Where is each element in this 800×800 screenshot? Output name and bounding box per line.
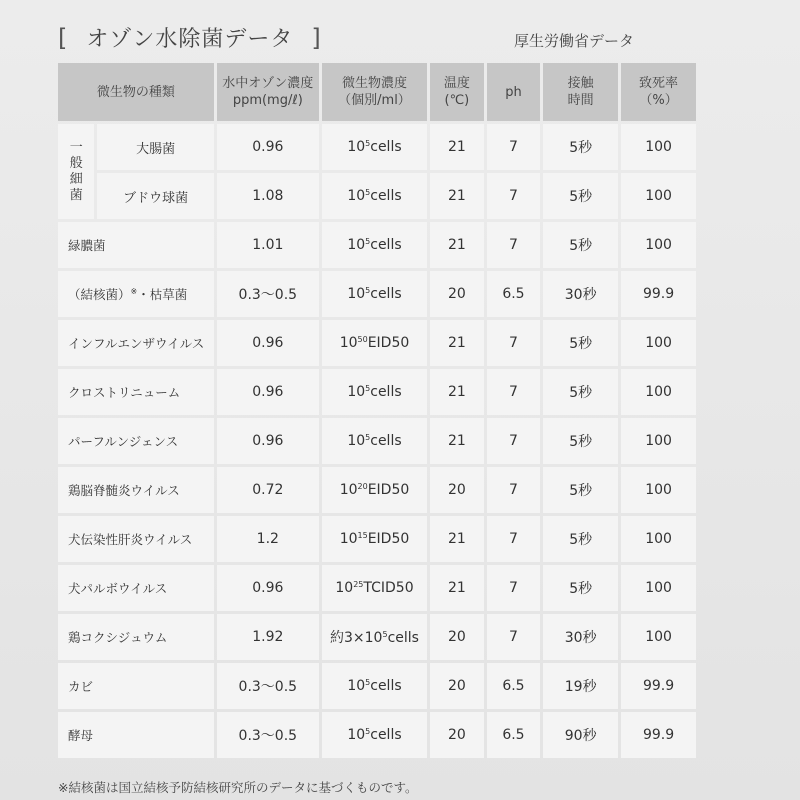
page-title <box>58 22 322 53</box>
row-name: インフルエンザウイルス <box>58 320 214 366</box>
row-name: 緑膿菌 <box>58 222 214 268</box>
cell-kill-rate: 99.9 <box>621 663 696 709</box>
cell-concentration: $10^5cells$ <box>322 173 427 219</box>
row-name: 鶏コクシジュウム <box>58 614 214 660</box>
row-name: （結核菌）※・枯草菌 <box>58 271 214 317</box>
cell-contact-time: 30秒 <box>543 614 618 660</box>
cell-contact-time: 5秒 <box>543 418 618 464</box>
table-row <box>58 712 696 758</box>
cell-concentration: $10^5cells$ <box>322 663 427 709</box>
cell-ozone: 0.96 <box>217 320 319 366</box>
cell-ozone: 0.96 <box>217 124 319 170</box>
cell-temperature: 20 <box>430 663 484 709</box>
cell-ph: 7 <box>487 614 541 660</box>
cell-kill-rate: 100 <box>621 124 696 170</box>
cell-concentration: $10^5cells$ <box>322 369 427 415</box>
cell-kill-rate: 100 <box>621 320 696 366</box>
cell-ozone: 0.3〜0.5 <box>217 271 319 317</box>
cell-temperature: 20 <box>430 614 484 660</box>
data-source: 厚生労働省データ <box>514 32 635 50</box>
row-name: 大腸菌 <box>97 124 213 170</box>
cell-kill-rate: 100 <box>621 173 696 219</box>
cell-concentration: $10^5cells$ <box>322 712 427 758</box>
cell-temperature: 21 <box>430 516 484 562</box>
table-row <box>58 614 696 660</box>
table-row <box>58 173 696 219</box>
cell-concentration: $10^5cells$ <box>322 124 427 170</box>
cell-kill-rate: 99.9 <box>621 271 696 317</box>
cell-ph: 7 <box>487 124 541 170</box>
cell-ph: 7 <box>487 467 541 513</box>
table-row <box>58 271 696 317</box>
cell-ph: 6.5 <box>487 712 541 758</box>
cell-ozone: 0.96 <box>217 369 319 415</box>
cell-ph: 7 <box>487 565 541 611</box>
cell-contact-time: 5秒 <box>543 369 618 415</box>
ozone-data-table <box>55 60 699 761</box>
cell-concentration: $10^{25}TCID50$ <box>322 565 427 611</box>
cell-contact-time: 30秒 <box>543 271 618 317</box>
cell-contact-time: 5秒 <box>543 222 618 268</box>
cell-kill-rate: 100 <box>621 565 696 611</box>
cell-kill-rate: 100 <box>621 614 696 660</box>
cell-ozone: 0.72 <box>217 467 319 513</box>
table-row <box>58 663 696 709</box>
cell-contact-time: 90秒 <box>543 712 618 758</box>
cell-temperature: 21 <box>430 173 484 219</box>
cell-concentration: $10^5cells$ <box>322 271 427 317</box>
cell-temperature: 20 <box>430 467 484 513</box>
cell-kill-rate: 99.9 <box>621 712 696 758</box>
table-row <box>58 124 696 170</box>
cell-ph: 6.5 <box>487 271 541 317</box>
cell-ph: 7 <box>487 173 541 219</box>
cell-kill-rate: 100 <box>621 222 696 268</box>
row-name: 酵母 <box>58 712 214 758</box>
footnote: ※結核菌は国立結核予防結核研究所のデータに基づくものです。 <box>58 780 418 795</box>
cell-kill-rate: 100 <box>621 418 696 464</box>
cell-ozone: 1.92 <box>217 614 319 660</box>
cell-ozone: 0.96 <box>217 565 319 611</box>
cell-ph: 6.5 <box>487 663 541 709</box>
cell-concentration: $10^{15}EID50$ <box>322 516 427 562</box>
cell-temperature: 21 <box>430 320 484 366</box>
cell-temperature: 20 <box>430 712 484 758</box>
cell-ozone: 1.08 <box>217 173 319 219</box>
table-row <box>58 418 696 464</box>
cell-concentration: 約$3\times 10^5cells$ <box>322 614 427 660</box>
cell-ph: 7 <box>487 516 541 562</box>
title-open-bracket: [ <box>58 24 69 52</box>
group-label-general-bacteria: 一 般 細 菌 <box>58 124 94 219</box>
header-ph: ph <box>487 63 541 121</box>
cell-kill-rate: 100 <box>621 467 696 513</box>
cell-temperature: 21 <box>430 418 484 464</box>
cell-temperature: 20 <box>430 271 484 317</box>
row-name: カビ <box>58 663 214 709</box>
row-name: 犬伝染性肝炎ウイルス <box>58 516 214 562</box>
title-text: オゾン水除菌データ <box>86 27 294 52</box>
row-name: パーフルンジェンス <box>58 418 214 464</box>
cell-ph: 7 <box>487 320 541 366</box>
cell-contact-time: 5秒 <box>543 173 618 219</box>
cell-ph: 7 <box>487 222 541 268</box>
title-close-bracket: ] <box>311 24 322 52</box>
table-row <box>58 222 696 268</box>
cell-ozone: 1.2 <box>217 516 319 562</box>
cell-concentration: $10^{20}EID50$ <box>322 467 427 513</box>
cell-contact-time: 5秒 <box>543 516 618 562</box>
row-name: 鶏脳脊髄炎ウイルス <box>58 467 214 513</box>
table-row <box>58 467 696 513</box>
row-name: クロストリニューム <box>58 369 214 415</box>
cell-temperature: 21 <box>430 222 484 268</box>
header-temperature: 温度 (℃) <box>430 63 484 121</box>
cell-ozone: 1.01 <box>217 222 319 268</box>
table-row <box>58 320 696 366</box>
table-row <box>58 369 696 415</box>
cell-ozone: 0.3〜0.5 <box>217 663 319 709</box>
cell-concentration: $10^{50}EID50$ <box>322 320 427 366</box>
header-ozone: 水中オゾン濃度 ppm(mg/ℓ) <box>217 63 319 121</box>
cell-contact-time: 5秒 <box>543 565 618 611</box>
header-concentration: 微生物濃度 （個別/ml） <box>322 63 427 121</box>
cell-contact-time: 5秒 <box>543 467 618 513</box>
cell-concentration: $10^5cells$ <box>322 222 427 268</box>
cell-ph: 7 <box>487 418 541 464</box>
cell-ozone: 0.3〜0.5 <box>217 712 319 758</box>
cell-temperature: 21 <box>430 369 484 415</box>
table-row <box>58 516 696 562</box>
cell-ozone: 0.96 <box>217 418 319 464</box>
cell-temperature: 21 <box>430 565 484 611</box>
cell-contact-time: 19秒 <box>543 663 618 709</box>
header-microbe: 微生物の種類 <box>58 63 214 121</box>
cell-contact-time: 5秒 <box>543 320 618 366</box>
table-row <box>58 565 696 611</box>
cell-concentration: $10^5cells$ <box>322 418 427 464</box>
header-contact-time: 接触 時間 <box>543 63 618 121</box>
row-name: ブドウ球菌 <box>97 173 213 219</box>
cell-kill-rate: 100 <box>621 369 696 415</box>
header-row <box>58 63 696 121</box>
header-kill-rate: 致死率 （%） <box>621 63 696 121</box>
cell-kill-rate: 100 <box>621 516 696 562</box>
cell-ph: 7 <box>487 369 541 415</box>
row-name: 犬パルボウイルス <box>58 565 214 611</box>
cell-temperature: 21 <box>430 124 484 170</box>
cell-contact-time: 5秒 <box>543 124 618 170</box>
